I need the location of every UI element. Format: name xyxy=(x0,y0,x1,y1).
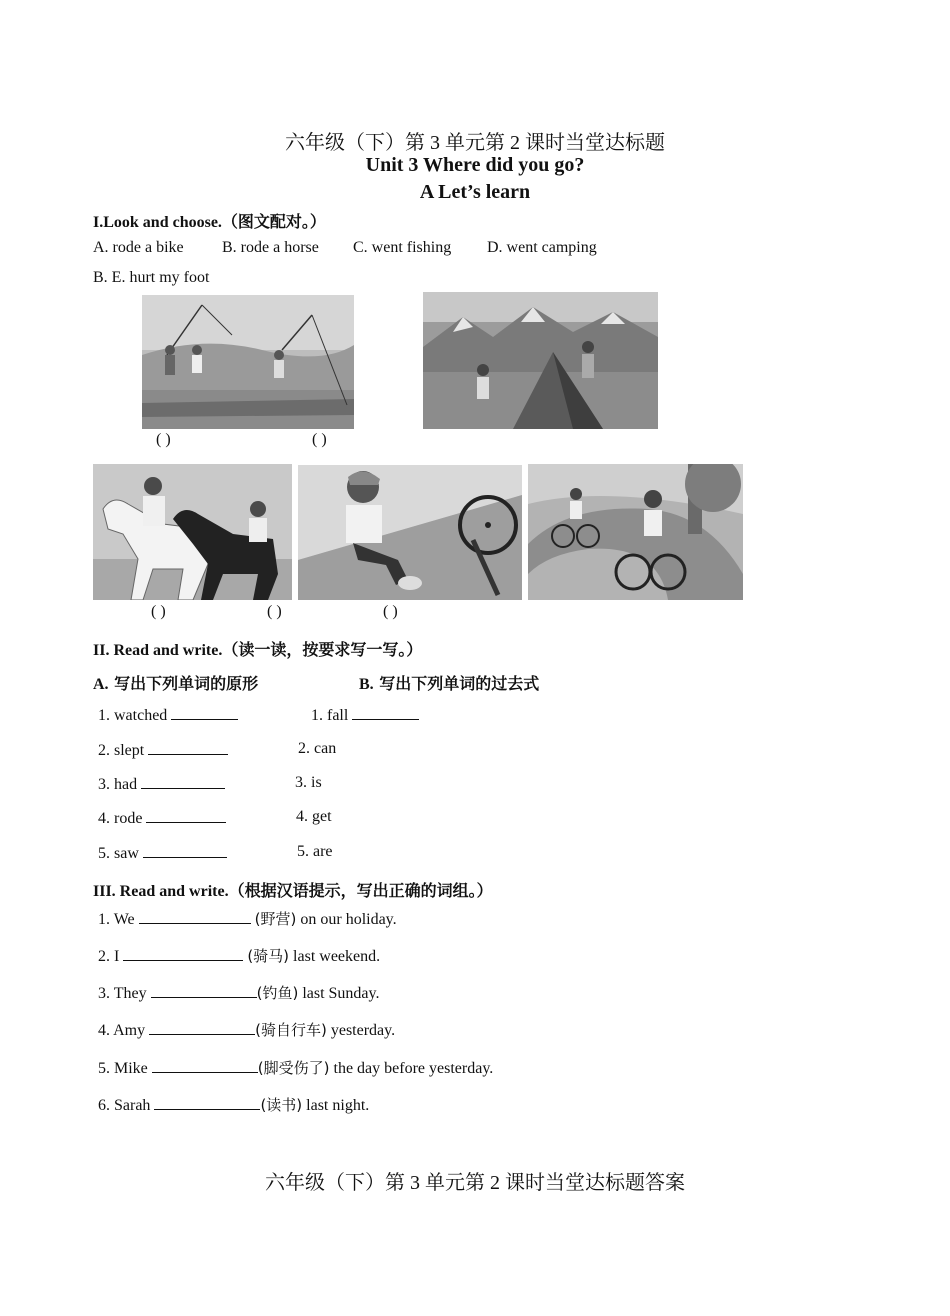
phrase-blank-2[interactable] xyxy=(123,946,243,961)
phrase-3-hint: (钓鱼) xyxy=(256,984,299,1002)
answer-paren-5[interactable]: ( ) xyxy=(383,603,398,620)
option-a: A. rode a bike xyxy=(93,239,184,256)
phrase-6-post: last night. xyxy=(302,1097,370,1114)
section-1-heading-cn: （图文配对。） xyxy=(221,212,326,231)
blank-a-2[interactable] xyxy=(148,740,228,755)
hurt-foot-picture xyxy=(298,465,522,600)
answer-paren-2[interactable]: ( ) xyxy=(312,431,327,448)
phrase-blank-5[interactable] xyxy=(152,1058,258,1073)
phrase-1-pre: 1. We xyxy=(98,911,135,928)
phrase-5-post: the day before yesterday. xyxy=(329,1060,494,1077)
camping-picture xyxy=(423,292,658,429)
word-a-4-text: 4. rode xyxy=(98,810,143,827)
phrase-1-hint: (野营) xyxy=(254,910,297,928)
section-2a-letter: A. xyxy=(93,676,109,693)
section-1-heading xyxy=(93,209,326,232)
word-a-1 xyxy=(98,705,238,725)
section-2a-heading xyxy=(93,671,258,694)
section-2b-heading xyxy=(359,671,539,694)
section-2b-letter: B. xyxy=(359,676,374,693)
phrase-item-1 xyxy=(98,908,397,929)
word-a-5-text: 5. saw xyxy=(98,845,139,862)
section-3-heading-cn: （根据汉语提示，写出正确的词组。） xyxy=(228,881,493,900)
option-d: D. went camping xyxy=(487,239,597,256)
section-3-heading xyxy=(93,878,493,901)
word-a-1-text: 1. watched xyxy=(98,707,168,724)
phrase-blank-1[interactable] xyxy=(139,909,251,924)
option-e: B. E. hurt my foot xyxy=(93,269,210,286)
word-b-4: 4. get xyxy=(296,808,332,825)
phrase-item-6 xyxy=(98,1094,369,1115)
phrase-4-post: yesterday. xyxy=(326,1022,396,1039)
page-title-cn: 六年级（下）第 3 单元第 2 课时当堂达标题 xyxy=(285,132,665,154)
phrase-item-5 xyxy=(98,1057,493,1078)
phrase-4-pre: 4. Amy xyxy=(98,1022,146,1039)
word-b-5: 5. are xyxy=(297,843,333,860)
section-1-heading-en: I.Look and choose. xyxy=(93,214,222,231)
phrase-2-hint: (骑马) xyxy=(247,947,290,965)
answer-paren-1[interactable]: ( ) xyxy=(156,431,171,448)
word-a-4 xyxy=(98,808,226,828)
phrase-6-hint: (读书) xyxy=(260,1096,303,1114)
blank-a-1[interactable] xyxy=(171,705,238,720)
answer-paren-4[interactable]: ( ) xyxy=(267,603,282,620)
phrase-5-pre: 5. Mike xyxy=(98,1060,148,1077)
phrase-2-pre: 2. I xyxy=(98,948,120,965)
word-a-3-text: 3. had xyxy=(98,776,138,793)
phrase-3-post: last Sunday. xyxy=(298,985,380,1002)
lesson-title: A Let’s learn xyxy=(419,181,531,203)
answer-title: 六年级（下）第 3 单元第 2 课时当堂达标题答案 xyxy=(265,1172,685,1194)
word-a-2-text: 2. slept xyxy=(98,742,145,759)
blank-a-3[interactable] xyxy=(141,774,225,789)
phrase-item-3 xyxy=(98,982,380,1003)
word-b-1-text: 1. fall xyxy=(311,707,349,724)
section-2-heading-en: II. Read and write. xyxy=(93,642,223,659)
word-b-3: 3. is xyxy=(295,774,322,791)
phrase-item-4 xyxy=(98,1019,395,1040)
phrase-5-hint: (脚受伤了) xyxy=(257,1059,330,1077)
phrase-1-post: on our holiday. xyxy=(296,911,397,928)
bike-riding-picture xyxy=(528,464,743,600)
phrase-blank-6[interactable] xyxy=(154,1095,260,1110)
horse-riding-picture xyxy=(93,464,292,600)
phrase-blank-3[interactable] xyxy=(151,983,257,998)
blank-a-5[interactable] xyxy=(143,843,227,858)
answer-paren-3[interactable]: ( ) xyxy=(151,603,166,620)
phrase-2-post: last weekend. xyxy=(289,948,381,965)
phrase-item-2 xyxy=(98,945,380,966)
unit-title: Unit 3 Where did you go? xyxy=(365,154,585,176)
phrase-blank-4[interactable] xyxy=(149,1020,255,1035)
section-2a-heading-text: 写出下列单词的原形 xyxy=(108,674,259,693)
phrase-4-hint: (骑自行车) xyxy=(255,1021,327,1039)
phrase-3-pre: 3. They xyxy=(98,985,147,1002)
section-2-heading xyxy=(93,637,422,660)
section-2-heading-cn: （读一读，按要求写一写。） xyxy=(222,640,423,659)
word-a-5 xyxy=(98,843,227,863)
section-2b-heading-text: 写出下列单词的过去式 xyxy=(373,674,540,693)
section-3-heading-en: III. Read and write. xyxy=(93,883,229,900)
phrase-6-pre: 6. Sarah xyxy=(98,1097,151,1114)
option-b: B. rode a horse xyxy=(222,239,319,256)
word-b-1 xyxy=(311,705,419,725)
blank-b-1[interactable] xyxy=(352,705,419,720)
word-b-2: 2. can xyxy=(298,740,337,757)
option-c: C. went fishing xyxy=(353,239,452,256)
blank-a-4[interactable] xyxy=(146,808,226,823)
word-a-2 xyxy=(98,740,228,760)
fishing-picture xyxy=(142,295,354,429)
word-a-3 xyxy=(98,774,225,794)
